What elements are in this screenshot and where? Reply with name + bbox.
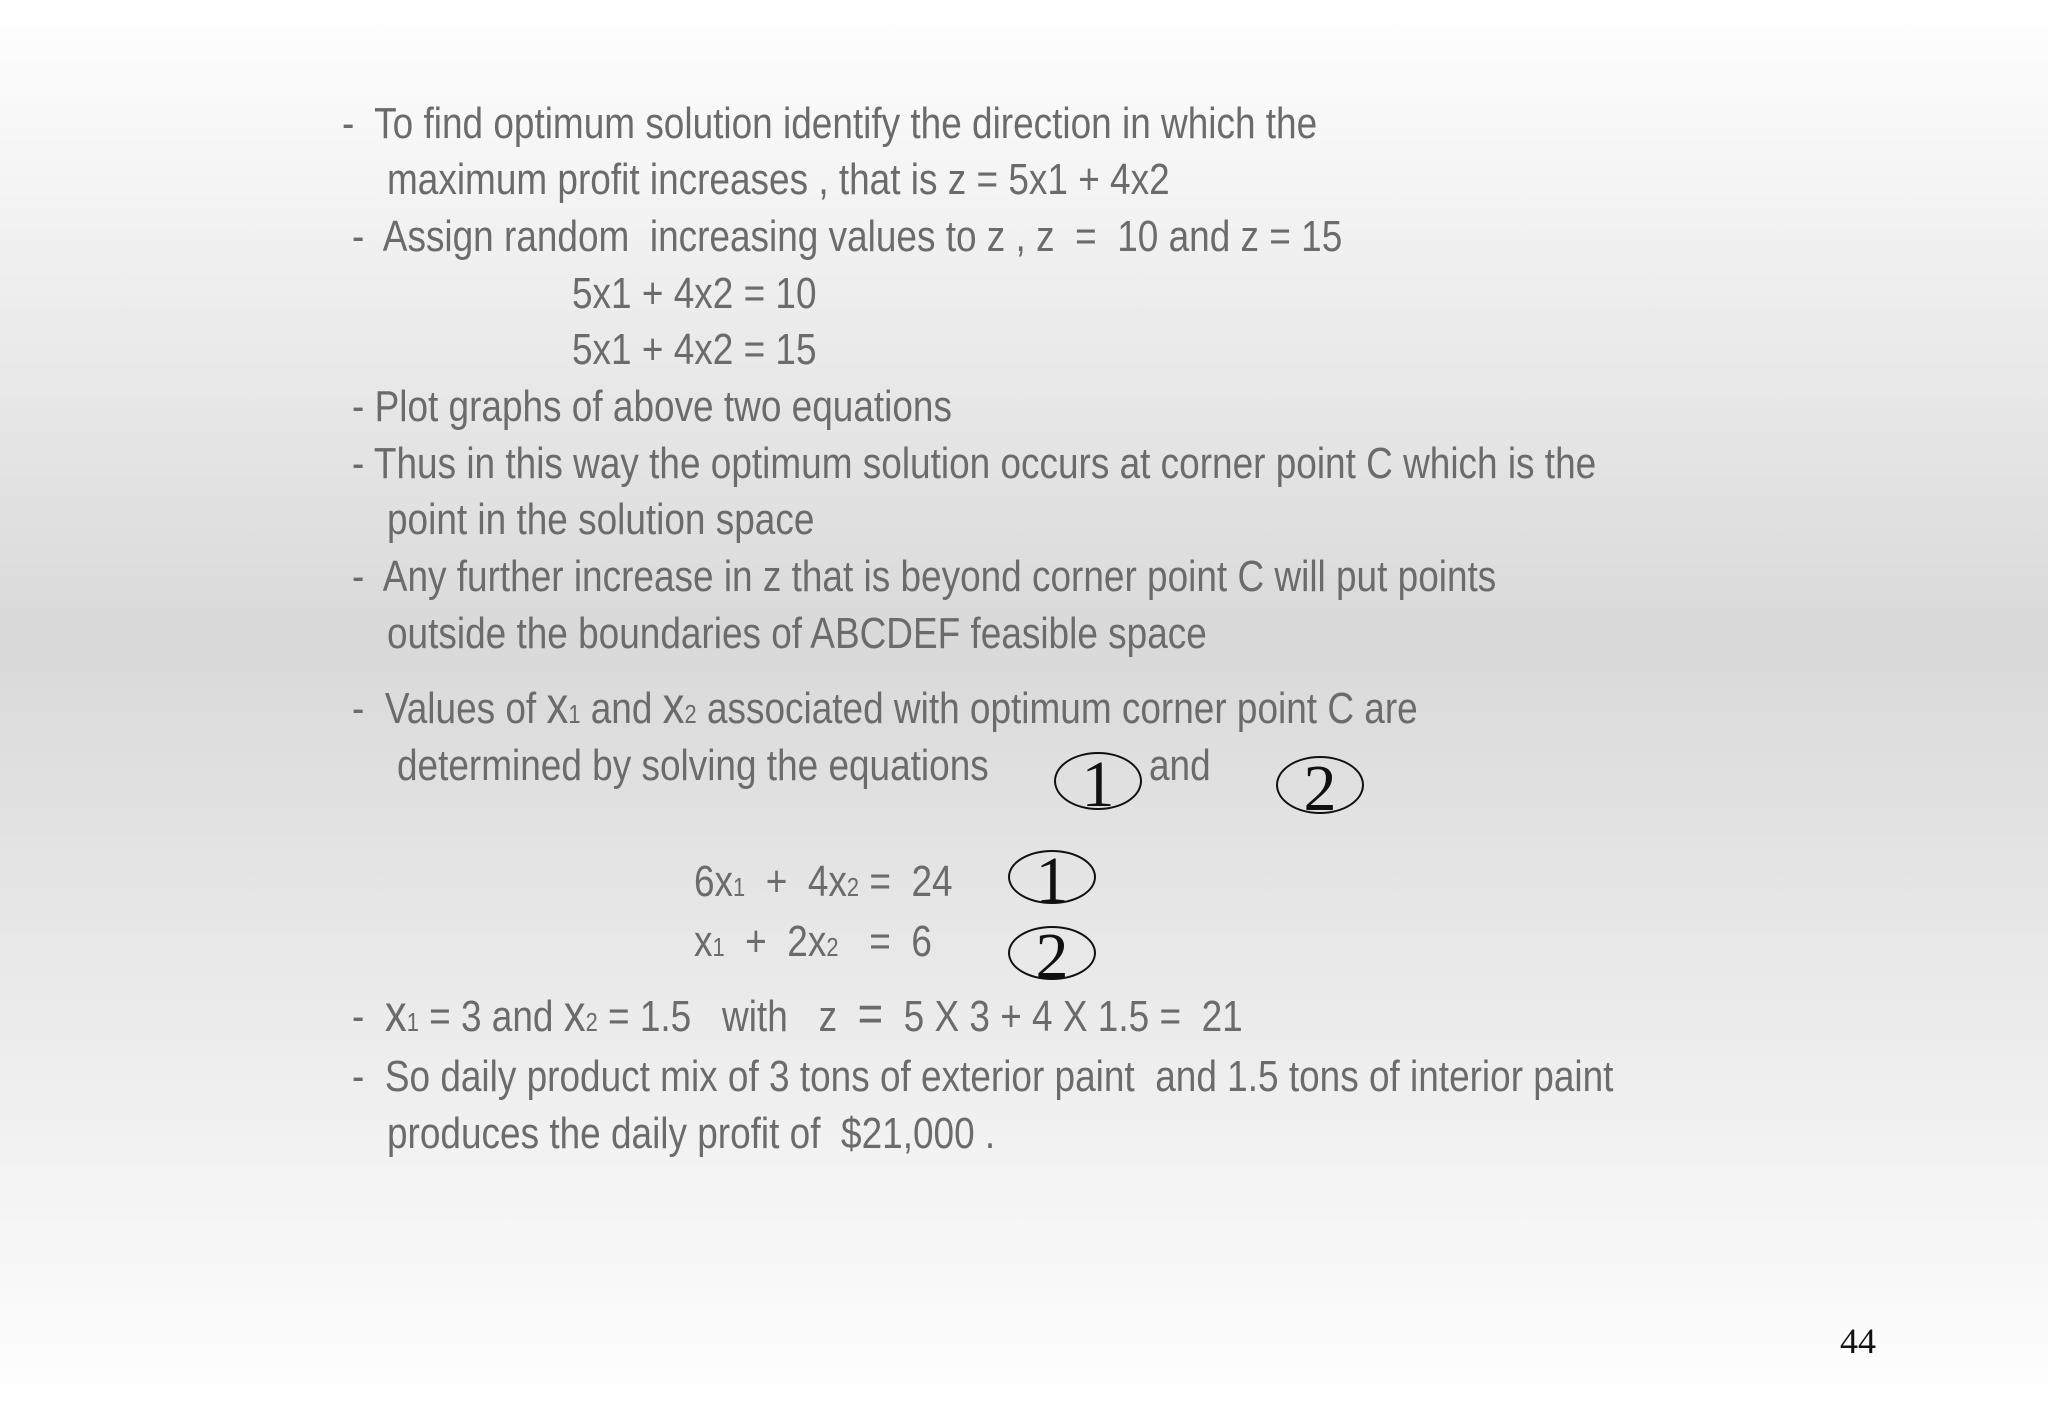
bullet-product-mix: - So daily product mix of 3 tons of exterior paint and 1.5 tons of interior paint: [352, 1052, 1614, 1101]
bullet-optimum-at-c-cont: point in the solution space: [387, 495, 815, 544]
bullet-assign-values: - Assign random increasing values to z , z = 10 and z = 15: [352, 212, 1343, 261]
bullet-further-increase: - Any further increase in z that is beyond corner point C will put points: [352, 552, 1497, 601]
equation-marker-1-icon: 1: [1054, 752, 1142, 810]
var-x1-solution: x: [384, 985, 407, 1043]
bullet-optimum-direction: - To find optimum solution identify the direction in which the: [342, 99, 1318, 148]
and-text: and: [1149, 741, 1211, 790]
equation-marker-2-icon: 2: [1276, 756, 1364, 814]
bullet-optimum-direction-cont: maximum profit increases , that is z = 5x1 + 4x2: [387, 155, 1170, 204]
page-number: 44: [1840, 1321, 1876, 1361]
equation-z15: 5x1 + 4x2 = 15: [572, 325, 817, 374]
var-x1: x: [546, 677, 569, 735]
equation-2: x1 + 2x2 = 6: [694, 917, 932, 966]
solution-line: - x1 = 3 and x2 = 1.5 with z = 5 X 3 + 4 X 1.5 = 21: [352, 985, 1243, 1043]
var-x2-solution: x: [563, 985, 586, 1043]
bullet-further-increase-cont: outside the boundaries of ABCDEF feasible space: [387, 609, 1207, 658]
equation-1-marker-icon: 1: [1008, 850, 1096, 904]
bullet-values-of-x: - Values of x1 and x2 associated with optimum corner point C are: [352, 677, 1418, 735]
determined-by-text: determined by solving the equations: [397, 741, 989, 790]
bullet-plot-graphs: - Plot graphs of above two equations: [352, 382, 952, 431]
equation-1: 6x1 + 4x2 = 24: [694, 857, 953, 906]
bullet-product-mix-cont: produces the daily profit of $21,000 .: [387, 1109, 996, 1158]
bullet-optimum-at-c: - Thus in this way the optimum solution occurs at corner point C which is the: [352, 439, 1597, 488]
equation-2-marker-icon: 2: [1008, 926, 1096, 980]
equation-z10: 5x1 + 4x2 = 10: [572, 269, 817, 318]
var-x2: x: [662, 677, 685, 735]
